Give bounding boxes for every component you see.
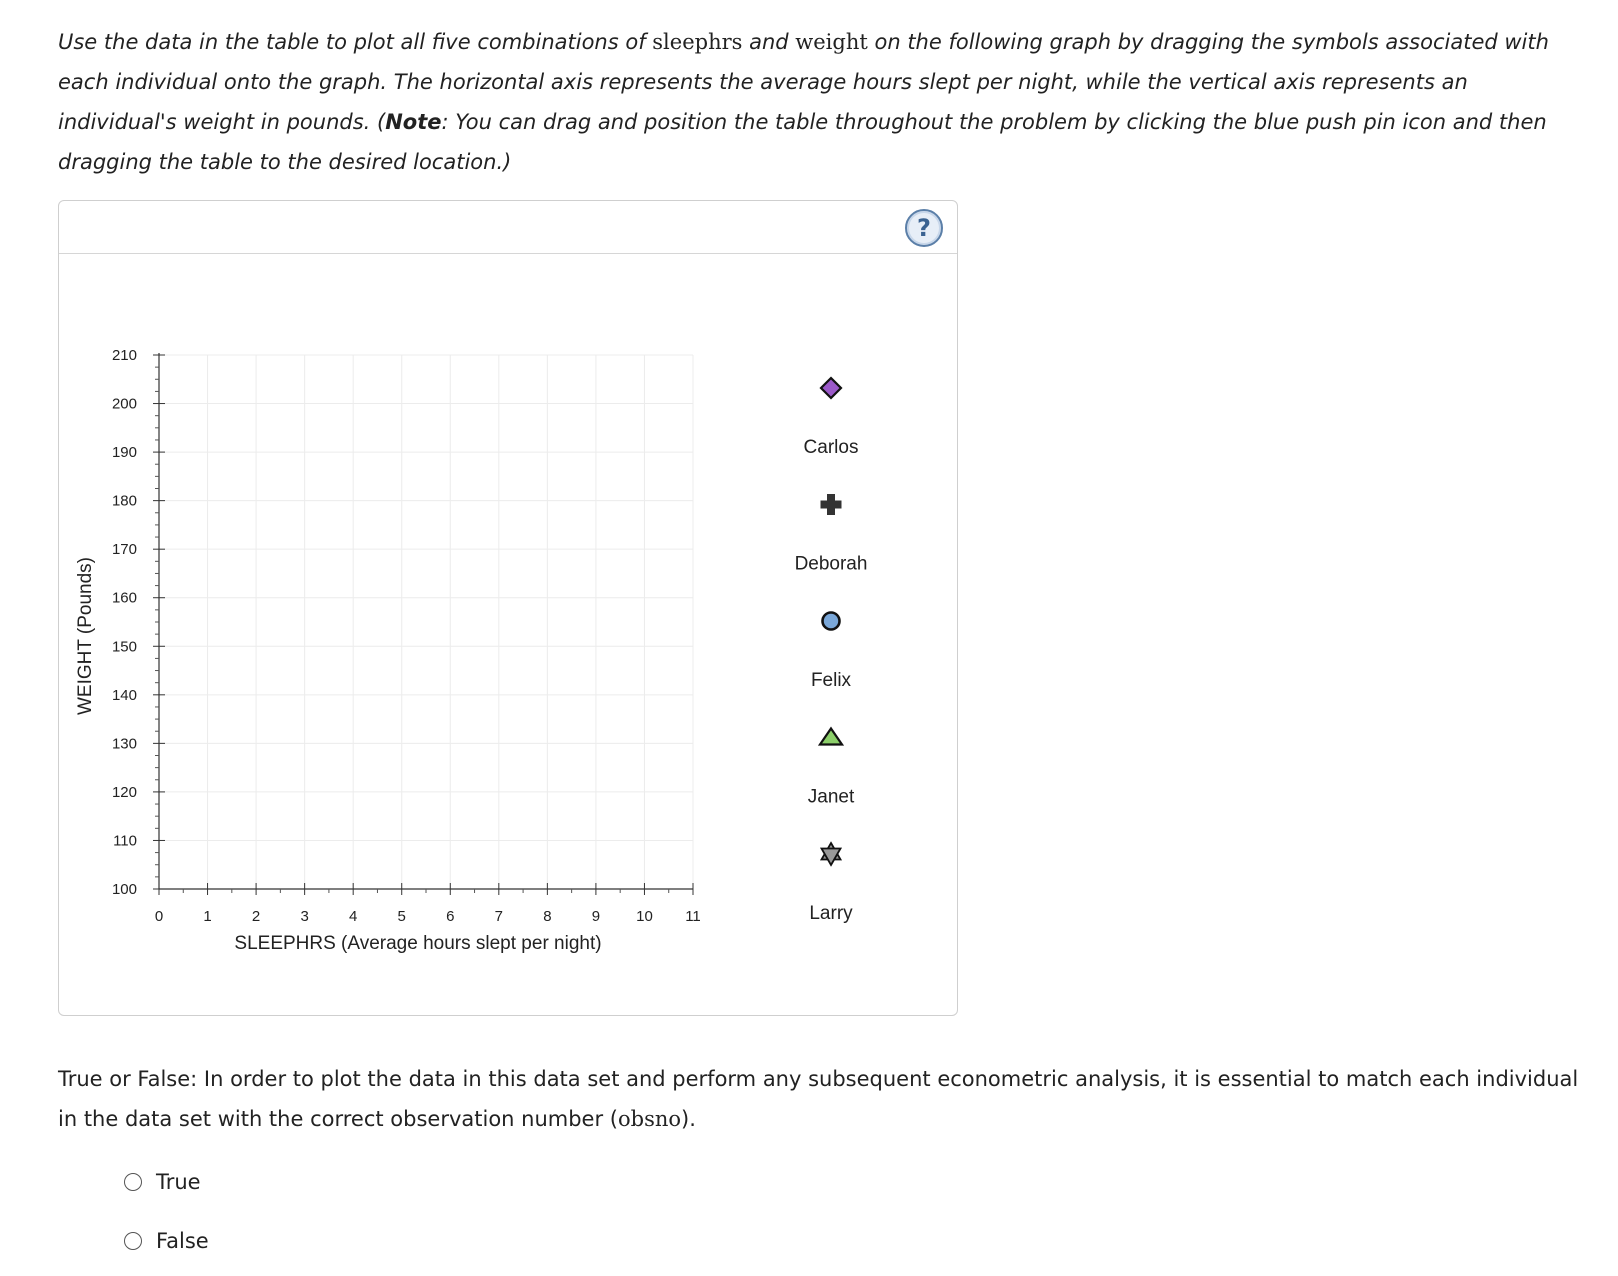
- option-true[interactable]: [124, 1170, 201, 1194]
- y-tick-label: 160: [111, 589, 137, 607]
- x-tick-label: 8: [543, 908, 552, 925]
- symbol-felix[interactable]: [811, 613, 852, 692]
- symbol-larry[interactable]: [809, 843, 853, 924]
- graph-panel: [58, 200, 958, 1016]
- y-tick-label: 130: [111, 735, 137, 753]
- symbol-label: Carlos: [803, 437, 859, 458]
- x-tick-label: 10: [636, 908, 653, 925]
- question-text: [58, 1059, 1588, 1139]
- option-false-label: False: [156, 1229, 209, 1253]
- option-true-label: True: [156, 1170, 201, 1194]
- symbol-deborah[interactable]: [795, 495, 868, 575]
- x-tick-label: 1: [203, 908, 212, 925]
- question-part: ).: [681, 1107, 696, 1131]
- term-weight: weight: [795, 30, 868, 54]
- x-tick-label: 0: [154, 908, 164, 925]
- triangle-icon: [820, 729, 842, 745]
- y-tick-label: 210: [111, 347, 137, 364]
- term-obsno: obsno: [617, 1107, 682, 1131]
- instructions-part: : You can drag and position the table throughout the problem by clicking the blue push pin icon and then dragging the table to the desired location.): [58, 110, 1547, 174]
- y-tick-label: 100: [111, 881, 137, 898]
- term-sleephrs: sleephrs: [652, 30, 743, 54]
- y-tick-label: 180: [111, 492, 137, 510]
- option-false[interactable]: [124, 1229, 209, 1253]
- y-tick-label: 110: [113, 832, 137, 850]
- symbol-label: Janet: [807, 786, 855, 808]
- plus-icon: [821, 495, 841, 515]
- instructions-part: Use the data in the table to plot all five combinations of: [58, 30, 653, 54]
- instructions-part: and: [742, 30, 796, 54]
- y-tick-label: 200: [111, 395, 137, 413]
- instructions-text: [58, 22, 1578, 182]
- y-tick-label: 120: [111, 783, 137, 801]
- star-icon: [822, 843, 841, 865]
- circle-icon: [823, 613, 840, 630]
- draggable-symbols: [795, 378, 868, 924]
- x-tick-label: 3: [300, 908, 309, 925]
- diamond-icon: [821, 378, 841, 398]
- x-tick-label: 6: [446, 908, 455, 925]
- scatter-plot: [59, 201, 957, 1015]
- symbol-label: Deborah: [794, 553, 868, 575]
- radio-true[interactable]: [124, 1173, 142, 1191]
- x-tick-label: 5: [397, 908, 406, 925]
- instructions-part: on the following graph by dragging the symbols associated with each individual onto the graph. The horizontal axis represents the average hours slept per night, while the vertical axis represents an individual's weight in pounds. (: [58, 30, 1549, 134]
- x-tick-label: 2: [251, 908, 261, 925]
- y-axis-title: WEIGHT (Pounds): [75, 556, 96, 716]
- x-tick-label: 9: [591, 908, 601, 925]
- x-tick-label: 4: [349, 908, 358, 925]
- x-axis-title: SLEEPHRS (Average hours slept per night): [234, 933, 602, 954]
- y-tick-label: 190: [111, 444, 137, 462]
- x-tick-label: 11: [685, 908, 701, 925]
- y-tick-label: 150: [111, 638, 137, 656]
- y-tick-label: 140: [111, 686, 137, 704]
- symbol-label: Felix: [810, 670, 852, 691]
- symbol-janet[interactable]: [808, 729, 855, 808]
- question-mark-icon: ?: [917, 214, 931, 242]
- axes: [112, 347, 701, 925]
- y-tick-label: 170: [111, 541, 137, 559]
- grid: [159, 355, 693, 889]
- symbol-label: Larry: [809, 903, 853, 924]
- symbol-carlos[interactable]: [804, 378, 859, 458]
- question-part: True or False: In order to plot the data in this data set and perform any subsequent econometric analysis, it is essential to match each individual in the data set with the correct observation number (: [58, 1067, 1579, 1131]
- note-label: Note: [385, 110, 442, 134]
- x-tick-label: 7: [494, 908, 503, 925]
- radio-false[interactable]: [124, 1232, 142, 1250]
